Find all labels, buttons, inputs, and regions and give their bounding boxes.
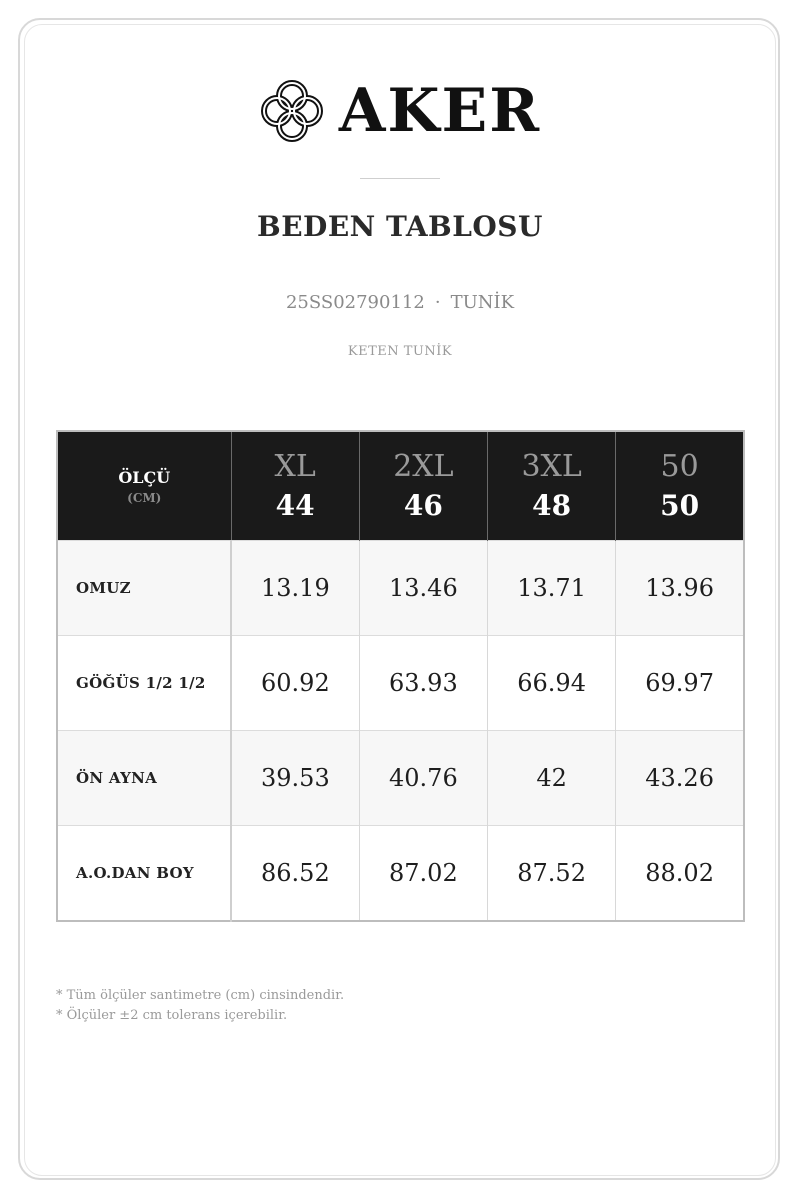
measurement-cell: 42: [488, 731, 616, 826]
size-number: 48: [532, 489, 572, 522]
corner-label: ÖLÇÜ: [118, 467, 171, 487]
size-number: 50: [660, 489, 700, 522]
table-row: [57, 541, 744, 636]
brand-logo: [0, 78, 800, 144]
table-row: [57, 731, 744, 826]
table-row: [57, 636, 744, 731]
size-label: 50: [660, 449, 699, 484]
product-code: 25SS02790112: [285, 292, 425, 313]
measurement-cell: 86.52: [231, 826, 359, 922]
size-number: 46: [403, 489, 443, 522]
knot-logo-icon: [259, 78, 325, 144]
corner-cell: [57, 431, 231, 541]
brand-name: AKER: [338, 76, 542, 146]
row-label: A.O.DAN BOY: [57, 826, 231, 922]
measurement-cell: 13.96: [616, 541, 744, 636]
measurement-cell: 39.53: [231, 731, 359, 826]
product-name: KETEN TUNİK: [347, 344, 453, 359]
measurement-cell: 13.46: [359, 541, 487, 636]
size-label: XL: [274, 449, 316, 484]
measurement-cell: 69.97: [616, 636, 744, 731]
product-subtitle: [0, 292, 800, 313]
size-column-header: [488, 431, 616, 541]
measurement-cell: 87.52: [488, 826, 616, 922]
measurement-cell: 87.02: [359, 826, 487, 922]
measurement-cell: 66.94: [488, 636, 616, 731]
table-row: [57, 826, 744, 922]
size-column-header: [359, 431, 487, 541]
size-label: 2XL: [393, 449, 454, 484]
row-label: OMUZ: [57, 541, 231, 636]
measurement-cell: 43.26: [616, 731, 744, 826]
size-column-header: [616, 431, 744, 541]
measurement-cell: 63.93: [359, 636, 487, 731]
product-category: TUNİK: [450, 292, 515, 313]
measurement-cell: 40.76: [359, 731, 487, 826]
footnote: * Ölçüler ±2 cm tolerans içerebilir.: [56, 1008, 288, 1023]
measurement-cell: 13.71: [488, 541, 616, 636]
title-divider: [360, 178, 440, 179]
page-title: BEDEN TABLOSU: [257, 210, 543, 243]
size-number: 44: [275, 489, 315, 522]
size-table: [56, 430, 745, 922]
measurement-cell: 88.02: [616, 826, 744, 922]
size-column-header: [231, 431, 359, 541]
row-label: GÖĞÜS 1/2 1/2: [57, 636, 231, 731]
size-label: 3XL: [521, 449, 582, 484]
row-label: ÖN AYNA: [57, 731, 231, 826]
subtitle-separator: ·: [434, 292, 441, 313]
size-header-row: [57, 431, 744, 541]
measurement-cell: 60.92: [231, 636, 359, 731]
corner-unit: (CM): [127, 490, 162, 505]
footnotes: [56, 986, 344, 1026]
footnote: * Tüm ölçüler santimetre (cm) cinsindendir.: [56, 988, 345, 1003]
measurement-cell: 13.19: [231, 541, 359, 636]
